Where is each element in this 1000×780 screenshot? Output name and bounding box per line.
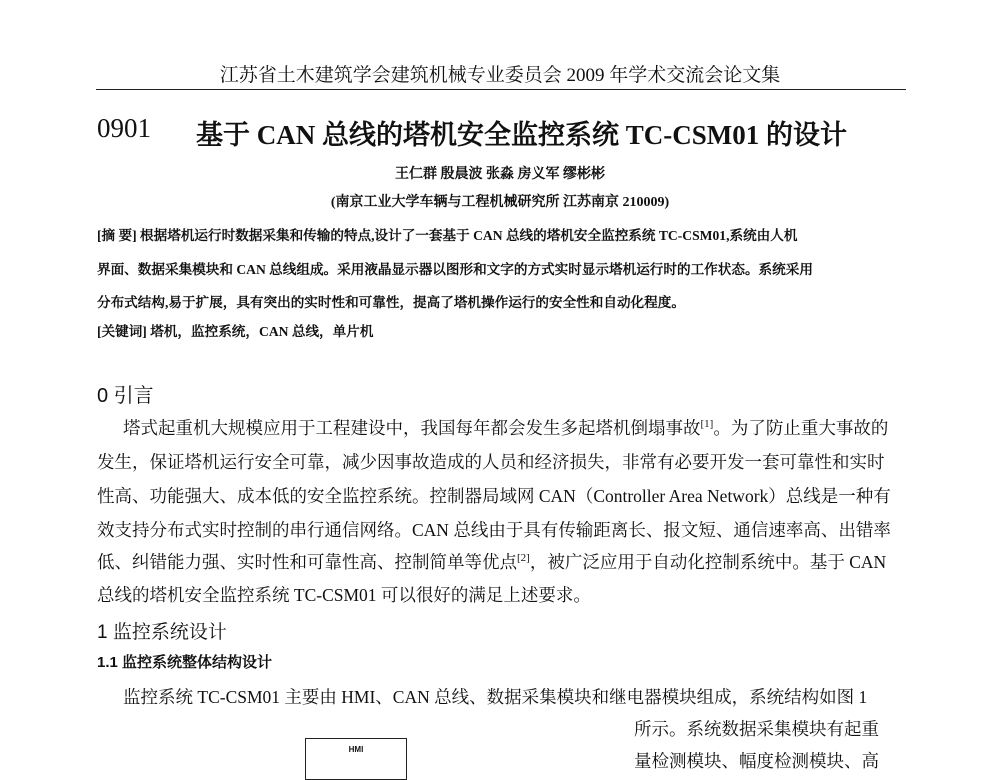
abstract-text-1: 根据塔机运行时数据采集和传输的特点,设计了一套基于 CAN 总线的塔机安全监控系统 TC-CSM01,系统由人机	[140, 228, 798, 243]
abstract-line-2: 界面、数据采集模块和 CAN 总线组成。采用液晶显示器以图形和文字的方式实时显示塔机运行时的工作状态。系统采用	[97, 262, 813, 277]
figure-hmi-box	[305, 738, 407, 780]
affiliation: (南京工业大学车辆与工程机械研究所 江苏南京 210009)	[330, 195, 670, 210]
abstract-line-3: 分布式结构,易于扩展，具有突出的实时性和可靠性，提高了塔机操作运行的安全性和自动化程度。	[97, 295, 685, 310]
body-line: 发生，保证塔机运行安全可靠，减少因事故造成的人员和经济损失，非常有必要开发一套可靠性和实时	[97, 452, 885, 472]
keywords-tag: [关键词]	[97, 324, 147, 339]
citation-marker: [2]	[517, 552, 530, 565]
citation-marker: [1]	[700, 418, 714, 431]
abstract-line-1	[97, 224, 797, 244]
running-header: 江苏省土木建筑学会建筑机械专业委员会 2009 年学术交流会论文集	[219, 65, 781, 86]
section-1-1-heading: 1.1 监控系统整体结构设计	[97, 654, 273, 671]
abstract-tag: [摘 要]	[97, 228, 137, 243]
body-line: 效支持分布式实时控制的串行通信网络。CAN 总线由于具有传输距离长、报文短、通信速率高、出错率	[97, 520, 891, 540]
body-line: 总线的塔机安全监控系统 TC-CSM01 可以很好的满足上述要求。	[97, 585, 591, 605]
body-line: 所示。系统数据采集模块有起重	[634, 719, 879, 739]
section-0-heading: 0 引言	[97, 385, 154, 407]
header-rule	[96, 89, 906, 90]
body-line: 塔式起重机大规模应用于工程建设中，我国每年都会发生多起塔机倒塌事故[1]。为了防止重大事故的	[123, 418, 889, 438]
body-line: 低、纠错能力强、实时性和可靠性高、控制简单等优点[2]，被广泛应用于自动化控制系统中。基于 CAN	[97, 552, 887, 572]
body-line: 量检测模块、幅度检测模块、高	[634, 751, 879, 771]
keywords-line	[97, 320, 373, 340]
body-line: 性高、功能强大、成本低的安全监控系统。控制器局域网 CAN（Controller Area Network）总线是一种有	[97, 486, 891, 506]
body-line: 监控系统 TC-CSM01 主要由 HMI、CAN 总线、数据采集模块和继电器模块组成，系统结构如图 1	[123, 687, 868, 707]
paper-number: 0901	[97, 113, 151, 143]
figure-hmi-label: HMI	[348, 745, 364, 754]
keywords-text: 塔机，监控系统，CAN 总线，单片机	[150, 324, 374, 339]
paper-title: 基于 CAN 总线的塔机安全监控系统 TC-CSM01 的设计	[196, 120, 847, 150]
authors: 王仁群 殷晨波 张淼 房义军 缪彬彬	[395, 167, 605, 182]
section-1-heading: 1 监控系统设计	[97, 622, 227, 643]
